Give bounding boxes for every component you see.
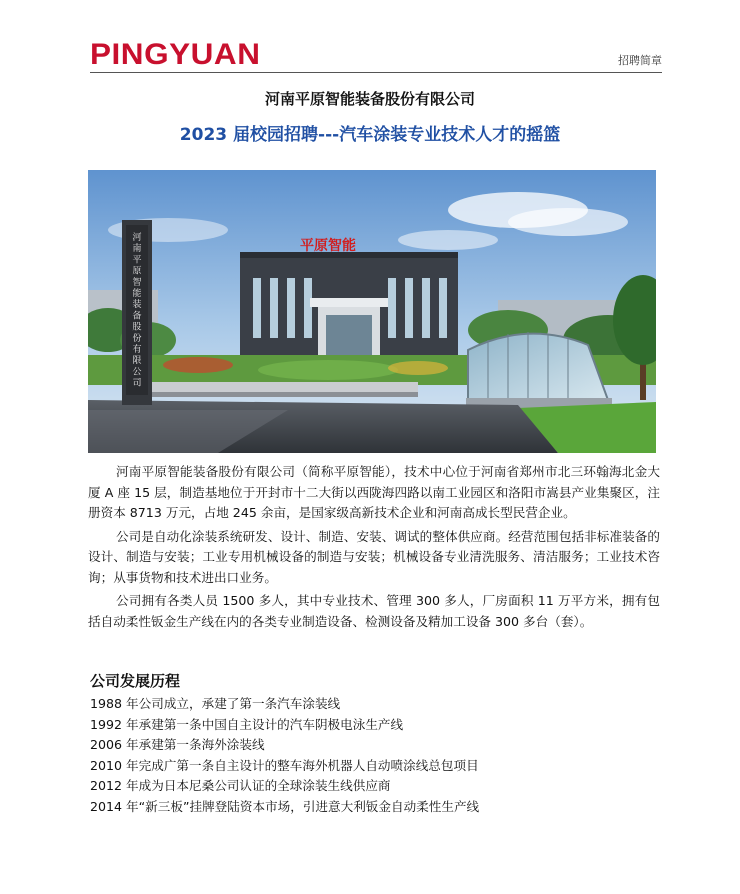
pillar-sign-char: 原 [132,266,142,277]
history-item: 1988 年公司成立，承建了第一条汽车涂装线 [90,696,341,711]
pillar-sign-char: 南 [132,244,142,255]
history-list [90,694,660,817]
pillar-sign-char: 份 [132,333,142,344]
history-item: 2006 年承建第一条海外涂装线 [90,737,265,752]
recruitment-title: 2023 届校园招聘---汽车涂装专业技术人才的摇篮 [179,125,561,145]
pillar-sign-char: 有 [132,345,142,355]
pillar-sign-char: 公 [132,367,142,378]
pillar-sign-char: 股 [132,322,142,333]
history-item: 1992 年承建第一条中国自主设计的汽车阴极电泳生产线 [90,716,404,732]
pingyuan-logo: PINGYUAN [90,38,261,71]
pillar-sign-char: 能 [132,289,142,299]
history-item: 2012 年成为日本尼桑公司认证的全球涂装生线供应商 [90,778,391,793]
building-sign: 平原智能 [300,238,356,254]
header-divider [90,72,662,73]
pillar-sign-char: 限 [132,356,142,367]
company-introduction [88,462,660,635]
page-header [90,38,662,72]
business-scope-paragraph: 公司是自动化涂装系统研发、设计、制造、安装、调试的整体供应商。经营范围包括非标准装备的设计、制造与安装；工业专用机械设备的制造与安装；机械设备专业清洗服务、清洁服务；工业技术咨询；从事货物和技术进出口业务。 [88,528,660,585]
pillar-sign-char: 装 [132,300,142,311]
intro-paragraph: 河南平原智能装备股份有限公司（简称平原智能），技术中心位于河南省郑州市北三环翰海北金大厦 A 座 15 层，制造基地位于开封市十二大街以西陇海四路以南工业园区和洛阳市嵩县产业集聚区，注册资本 8713 万元，占地 245 余亩，是国家级高新技术企业和河南高成长型民营企业。 [88,464,660,520]
history-item: 2014 年“新三板”挂牌登陆资本市场，引进意大利钣金自动柔性生产线 [90,798,480,814]
pillar-sign-char: 智 [132,277,142,288]
history-item: 2010 年完成广第一条自主设计的整车海外机器人自动喷涂线总包项目 [90,757,479,773]
pillar-sign-char: 司 [132,378,142,389]
pillar-sign-char: 备 [132,311,142,322]
pillar-sign-char: 平 [132,255,142,266]
header-tag: 招聘简章 [618,54,662,67]
company-title: 河南平原智能装备股份有限公司 [264,90,475,108]
pillar-sign-char: 河 [132,233,142,243]
history-heading: 公司发展历程 [90,672,181,690]
headquarters-photo [88,170,656,453]
staff-paragraph: 公司拥有各类人员 1500 多人，其中专业技术、管理 300 多人，厂房面积 11 万平方米，拥有包括自动柔性钣金生产线在内的各类专业制造设备、检测设备及精加工设备 300 多台（套）。 [88,593,660,629]
